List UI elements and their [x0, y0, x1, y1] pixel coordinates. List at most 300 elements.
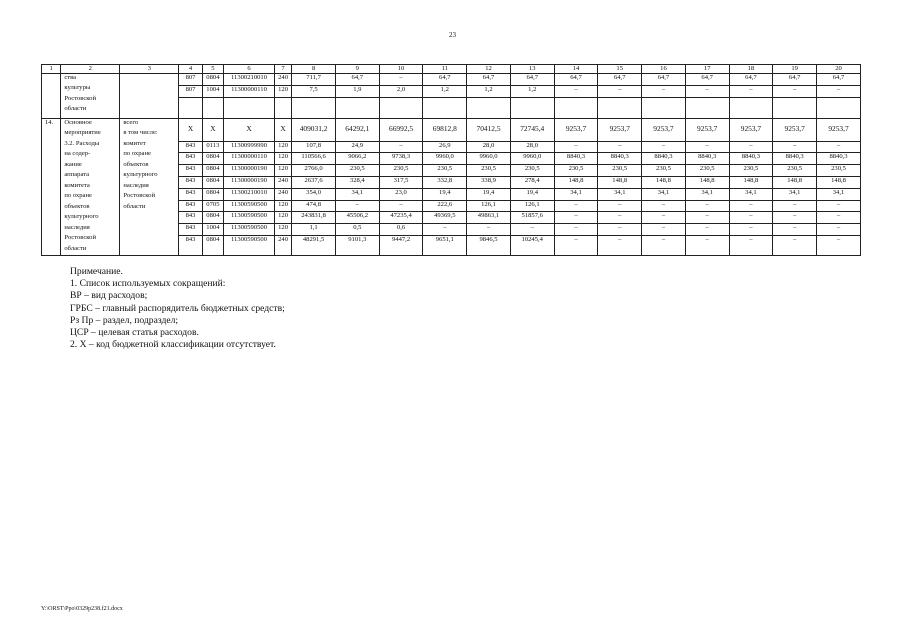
column-number-cell: 17: [685, 65, 729, 74]
value-cell: 843: [179, 189, 201, 201]
value-cell: 34,1: [598, 189, 641, 201]
value-cell: 230,5: [555, 165, 598, 177]
value-cell: 843: [179, 212, 201, 224]
column-number-cell: 6: [224, 65, 275, 74]
value-cell: 10245,4: [521, 235, 543, 243]
value-cell: 1004: [203, 224, 223, 236]
executor-line: всего: [123, 118, 139, 126]
note-line: 1. Список используемых сокращений:: [70, 278, 226, 290]
empty-cell: [467, 98, 510, 118]
value-cell: 23,0: [380, 189, 423, 201]
file-path-footer: Y:\ORST\Ppo\0329p238.f21.docx: [41, 606, 123, 612]
column-number-cell: 4: [179, 65, 202, 74]
value-cell: 243831,8: [292, 212, 335, 224]
column-number-cell: 14: [554, 65, 598, 74]
value-cell: 9253,7: [555, 119, 598, 142]
value-cell: 126,1: [511, 201, 554, 213]
value-cell: 8840,3: [598, 153, 641, 165]
value-cell: 230,5: [467, 165, 510, 177]
value-cell: 230,5: [773, 165, 816, 177]
empty-cell: [336, 98, 379, 118]
value-column-cell: [642, 118, 686, 256]
value-cell: 120: [275, 142, 291, 154]
value-column-cell: [224, 118, 275, 256]
value-cell: –: [817, 224, 860, 236]
value-cell: 2,0: [380, 86, 423, 98]
value-cell: 120: [275, 86, 291, 98]
value-cell: –: [336, 201, 379, 213]
empty-cell: [730, 98, 773, 118]
value-cell: –: [773, 224, 816, 236]
value-cell: –: [598, 201, 641, 213]
empty-cell: [203, 98, 223, 118]
value-cell: –: [380, 74, 423, 86]
column-number-cell: 2: [61, 65, 120, 74]
value-cell: 1004: [203, 86, 223, 98]
value-cell: 64,7: [336, 74, 379, 86]
program-name-line: на содер-: [64, 150, 91, 158]
value-cell: 0804: [203, 212, 223, 224]
executor-line: комитет: [123, 139, 146, 147]
value-column-cell: [510, 74, 554, 119]
value-cell: 1,9: [336, 86, 379, 98]
column-number-cell: 8: [292, 65, 336, 74]
value-cell: 34,1: [817, 189, 860, 201]
program-name-line: мероприятие: [64, 129, 101, 137]
value-cell: 34,1: [686, 189, 729, 201]
value-cell: 148,8: [773, 177, 816, 189]
executor-line: объектов: [123, 160, 149, 168]
value-cell: 8840,3: [686, 153, 729, 165]
empty-cell: [511, 98, 554, 118]
value-cell: 64,7: [773, 74, 816, 86]
value-cell: 278,4: [511, 177, 554, 189]
empty-cell: [423, 98, 466, 118]
row-number-cell: 14.: [42, 118, 61, 256]
value-cell: Х: [179, 119, 201, 142]
value-cell: 843: [185, 235, 196, 243]
value-cell: 148,8: [686, 177, 729, 189]
value-cell: Х: [275, 119, 291, 142]
value-column-cell: [335, 118, 379, 256]
program-name-line: ства: [64, 74, 77, 81]
value-column-cell: [773, 118, 817, 256]
value-cell: Х: [224, 119, 274, 142]
column-number-cell: 16: [642, 65, 686, 74]
value-cell: 110566,6: [292, 153, 335, 165]
executor-cell: [120, 74, 179, 119]
value-cell: 11300000190: [224, 165, 274, 177]
value-cell: 19,4: [511, 189, 554, 201]
value-cell: 9960,0: [423, 153, 466, 165]
value-cell: 7,5: [292, 86, 335, 98]
value-cell: 240: [275, 189, 291, 201]
column-number-cell: 12: [467, 65, 511, 74]
program-name-line: по охране: [64, 192, 92, 200]
value-cell: 0,5: [336, 224, 379, 236]
value-cell: 47235,4: [380, 212, 423, 224]
value-cell: 28,0: [511, 142, 554, 154]
note-line: Примечание.: [70, 266, 123, 277]
value-column-cell: [423, 74, 467, 119]
value-cell: 338,9: [467, 177, 510, 189]
value-cell: 64,7: [730, 74, 773, 86]
value-cell: –: [686, 224, 729, 236]
value-column-cell: [224, 74, 275, 119]
value-cell: 240: [275, 177, 291, 189]
value-cell: 11300590500: [230, 235, 268, 243]
value-column-cell: [729, 74, 773, 119]
value-cell: 9253,7: [642, 119, 685, 142]
value-cell: 64,7: [467, 74, 510, 86]
value-cell: 230,5: [598, 165, 641, 177]
value-cell: 9738,3: [380, 153, 423, 165]
value-cell: 230,5: [642, 165, 685, 177]
value-cell: 2766,0: [292, 165, 335, 177]
value-cell: –: [555, 86, 598, 98]
value-cell: 240: [275, 74, 291, 86]
program-name-line: области: [64, 104, 87, 112]
value-cell: –: [618, 235, 622, 243]
value-cell: –: [555, 142, 598, 154]
empty-cell: [817, 98, 860, 118]
program-name-line: культуры: [64, 84, 91, 92]
value-cell: 843: [179, 165, 201, 177]
page-number: 23: [449, 31, 456, 39]
value-cell: 409031,2: [292, 119, 335, 142]
value-cell: 0804: [203, 165, 223, 177]
value-column-cell: [817, 118, 861, 256]
value-cell: 222,6: [423, 201, 466, 213]
value-cell: 0804: [203, 74, 223, 86]
value-cell: –: [817, 212, 860, 224]
program-name-line: комитета: [64, 181, 90, 189]
note-line: ЦСР – целевая статья расходов.: [70, 327, 199, 339]
value-column-cell: [292, 74, 336, 119]
value-cell: –: [705, 235, 709, 243]
value-cell: 9253,7: [598, 119, 641, 142]
value-cell: 9447,2: [391, 235, 411, 243]
value-cell: 0804: [203, 153, 223, 165]
value-cell: 9253,7: [773, 119, 816, 142]
value-cell: 332,8: [423, 177, 466, 189]
value-cell: 1,2: [511, 86, 554, 98]
value-column-cell: [335, 74, 379, 119]
value-cell: 11300590500: [224, 224, 274, 236]
empty-cell: [179, 98, 201, 118]
table-row: [42, 118, 861, 256]
value-cell: –: [730, 212, 773, 224]
column-number-cell: 19: [773, 65, 817, 74]
value-cell: 230,5: [730, 165, 773, 177]
program-name-line: аппарата: [64, 171, 90, 179]
value-column-cell: [729, 118, 773, 256]
value-cell: –: [574, 235, 578, 243]
column-number-cell: 10: [379, 65, 423, 74]
value-cell: 120: [275, 224, 291, 236]
value-cell: 148,8: [555, 177, 598, 189]
value-cell: 148,8: [730, 177, 773, 189]
row-number-cell: [42, 74, 61, 119]
value-cell: 843: [179, 153, 201, 165]
value-cell: –: [555, 212, 598, 224]
value-cell: 28,0: [467, 142, 510, 154]
program-name-line: объектов: [64, 202, 90, 210]
value-cell: 1,1: [292, 224, 335, 236]
value-cell: –: [730, 201, 773, 213]
value-cell: 107,8: [292, 142, 335, 154]
value-cell: 64,7: [555, 74, 598, 86]
value-cell: –: [773, 212, 816, 224]
value-cell: 11300590500: [224, 201, 274, 213]
program-name-line: Ростовской: [64, 94, 97, 102]
value-cell: 807: [179, 86, 201, 98]
program-name-line: наследия: [64, 223, 90, 231]
value-cell: 0804: [203, 189, 223, 201]
value-cell: –: [380, 142, 423, 154]
value-cell: –: [730, 224, 773, 236]
value-cell: 148,8: [598, 177, 641, 189]
program-name-line: области: [64, 244, 87, 252]
value-cell: 26,9: [423, 142, 466, 154]
value-cell: 230,5: [817, 165, 860, 177]
empty-cell: [275, 98, 291, 118]
value-cell: 48291,5: [302, 235, 325, 243]
executor-line: в том числе:: [123, 129, 158, 137]
executor-line: культурного: [123, 171, 158, 179]
value-cell: 64292,1: [336, 119, 379, 142]
empty-cell: [598, 98, 641, 118]
value-cell: 148,8: [642, 177, 685, 189]
value-column-cell: [379, 74, 423, 119]
column-number-cell: 7: [274, 65, 291, 74]
value-column-cell: [467, 74, 511, 119]
value-cell: 807: [179, 74, 201, 86]
value-cell: 120: [275, 165, 291, 177]
column-number-cell: 5: [202, 65, 223, 74]
value-cell: –: [773, 86, 816, 98]
value-column-cell: [817, 74, 861, 119]
value-cell: 120: [275, 212, 291, 224]
value-cell: 1,2: [423, 86, 466, 98]
column-number-cell: 20: [817, 65, 861, 74]
value-cell: 51857,6: [511, 212, 554, 224]
value-cell: 8840,3: [642, 153, 685, 165]
value-cell: 230,5: [336, 165, 379, 177]
value-column-cell: [467, 118, 511, 256]
value-cell: –: [836, 235, 841, 243]
value-cell: –: [661, 235, 666, 243]
value-cell: 328,4: [336, 177, 379, 189]
value-cell: 11300590500: [224, 212, 274, 224]
value-cell: –: [773, 201, 816, 213]
value-cell: 317,5: [380, 177, 423, 189]
value-cell: –: [642, 86, 685, 98]
value-cell: 34,1: [642, 189, 685, 201]
value-cell: 11300000110: [224, 153, 274, 165]
empty-cell: [642, 98, 685, 118]
value-cell: 64,7: [642, 74, 685, 86]
value-cell: 11300999990: [224, 142, 274, 154]
value-column-cell: [379, 118, 423, 256]
value-column-cell: [179, 118, 202, 256]
value-cell: –: [642, 201, 685, 213]
column-number-cell: 18: [729, 65, 773, 74]
value-cell: 64,7: [598, 74, 641, 86]
value-column-cell: [554, 118, 598, 256]
value-cell: 9101,3: [348, 235, 367, 243]
value-cell: –: [793, 235, 797, 243]
value-cell: 0113: [203, 142, 223, 154]
value-cell: 9651,1: [435, 235, 454, 243]
value-cell: –: [817, 86, 860, 98]
executor-line: по охране: [123, 150, 151, 158]
value-column-cell: [274, 118, 291, 256]
empty-cell: [292, 98, 335, 118]
value-cell: 9960,0: [467, 153, 510, 165]
value-cell: 230,5: [511, 165, 554, 177]
value-column-cell: [423, 118, 467, 256]
column-number-cell: 11: [423, 65, 467, 74]
value-cell: 230,5: [686, 165, 729, 177]
program-name-cell: [61, 118, 120, 256]
note-line: Рз Пр – раздел, подраздел;: [70, 314, 179, 326]
value-cell: –: [598, 142, 641, 154]
value-cell: –: [555, 224, 598, 236]
value-cell: 34,1: [730, 189, 773, 201]
value-cell: 24,9: [336, 142, 379, 154]
value-cell: 11300210010: [224, 189, 274, 201]
value-cell: 474,8: [292, 201, 335, 213]
empty-cell: [773, 98, 816, 118]
note-line: ВР – вид расходов;: [70, 290, 148, 302]
value-cell: –: [817, 142, 860, 154]
value-cell: 19,4: [467, 189, 510, 201]
value-cell: 1,2: [467, 86, 510, 98]
expenditure-table: [41, 64, 861, 256]
value-column-cell: [598, 74, 642, 119]
column-number-header: [42, 65, 861, 74]
value-cell: 19,4: [423, 189, 466, 201]
value-cell: 49863,1: [467, 212, 510, 224]
value-column-cell: [274, 74, 291, 119]
value-cell: –: [598, 224, 641, 236]
column-number-cell: 9: [335, 65, 379, 74]
empty-cell: [555, 98, 598, 118]
table-row: [42, 74, 861, 119]
value-cell: 120: [275, 153, 291, 165]
empty-cell: [380, 98, 423, 118]
value-cell: –: [749, 235, 753, 243]
value-cell: 126,1: [467, 201, 510, 213]
executor-cell: [120, 118, 179, 256]
value-cell: –: [642, 212, 685, 224]
value-cell: 8840,3: [773, 153, 816, 165]
value-cell: 9066,2: [336, 153, 379, 165]
value-cell: 64,7: [686, 74, 729, 86]
value-cell: 843: [179, 201, 201, 213]
value-cell: 49369,5: [423, 212, 466, 224]
value-cell: 11300000110: [224, 86, 274, 98]
value-cell: 64,7: [423, 74, 466, 86]
program-name-line: Ростовской: [64, 234, 97, 242]
value-column-cell: [685, 118, 729, 256]
value-cell: 843: [179, 224, 201, 236]
value-cell: 843: [179, 177, 201, 189]
value-cell: 354,0: [292, 189, 335, 201]
value-cell: 45506,2: [336, 212, 379, 224]
value-cell: 148,8: [817, 177, 860, 189]
value-cell: 8840,3: [555, 153, 598, 165]
value-cell: –: [730, 86, 773, 98]
value-column-cell: [292, 118, 336, 256]
value-cell: –: [598, 86, 641, 98]
program-name-line: жание: [64, 160, 82, 168]
value-cell: –: [642, 224, 685, 236]
column-number-cell: 15: [598, 65, 642, 74]
value-cell: 240: [278, 235, 289, 243]
value-cell: 9253,7: [730, 119, 773, 142]
value-cell: –: [686, 212, 729, 224]
value-cell: 69812,8: [423, 119, 466, 142]
empty-cell: [686, 98, 729, 118]
value-cell: 0804: [206, 235, 220, 243]
executor-line: области: [123, 202, 146, 210]
value-cell: 230,5: [380, 165, 423, 177]
value-cell: 711,7: [292, 74, 335, 86]
value-cell: –: [817, 201, 860, 213]
value-cell: 0,6: [380, 224, 423, 236]
value-cell: 9846,5: [479, 235, 498, 243]
value-column-cell: [554, 74, 598, 119]
value-cell: 9960,0: [511, 153, 554, 165]
value-cell: –: [511, 224, 554, 236]
value-cell: –: [686, 86, 729, 98]
program-name-line: культурного: [64, 213, 99, 221]
value-cell: 72745,4: [511, 119, 554, 142]
empty-cell: [224, 98, 274, 118]
value-cell: 66992,5: [380, 119, 423, 142]
value-column-cell: [510, 118, 554, 256]
value-column-cell: [202, 118, 223, 256]
value-column-cell: [685, 74, 729, 119]
executor-line: наследия: [123, 181, 149, 189]
value-column-cell: [642, 74, 686, 119]
value-column-cell: [179, 74, 202, 119]
note-line: 2. Х – код бюджетной классификации отсутствует.: [70, 339, 276, 351]
value-cell: –: [380, 201, 423, 213]
value-cell: 8840,3: [730, 153, 773, 165]
value-column-cell: [202, 74, 223, 119]
value-cell: 230,5: [423, 165, 466, 177]
value-cell: –: [773, 142, 816, 154]
value-cell: 0705: [203, 201, 223, 213]
value-cell: –: [467, 224, 510, 236]
column-number-cell: 3: [120, 65, 179, 74]
value-cell: –: [423, 224, 466, 236]
value-cell: 843: [179, 142, 201, 154]
value-cell: 11300210010: [224, 74, 274, 86]
value-cell: –: [642, 142, 685, 154]
program-name-line: Основное: [64, 118, 92, 126]
value-cell: 34,1: [555, 189, 598, 201]
value-cell: –: [686, 142, 729, 154]
column-number-cell: 13: [510, 65, 554, 74]
note-line: ГРБС – главный распорядитель бюджетных средств;: [70, 302, 285, 314]
value-cell: 34,1: [336, 189, 379, 201]
value-column-cell: [773, 74, 817, 119]
program-name-cell: [61, 74, 120, 119]
